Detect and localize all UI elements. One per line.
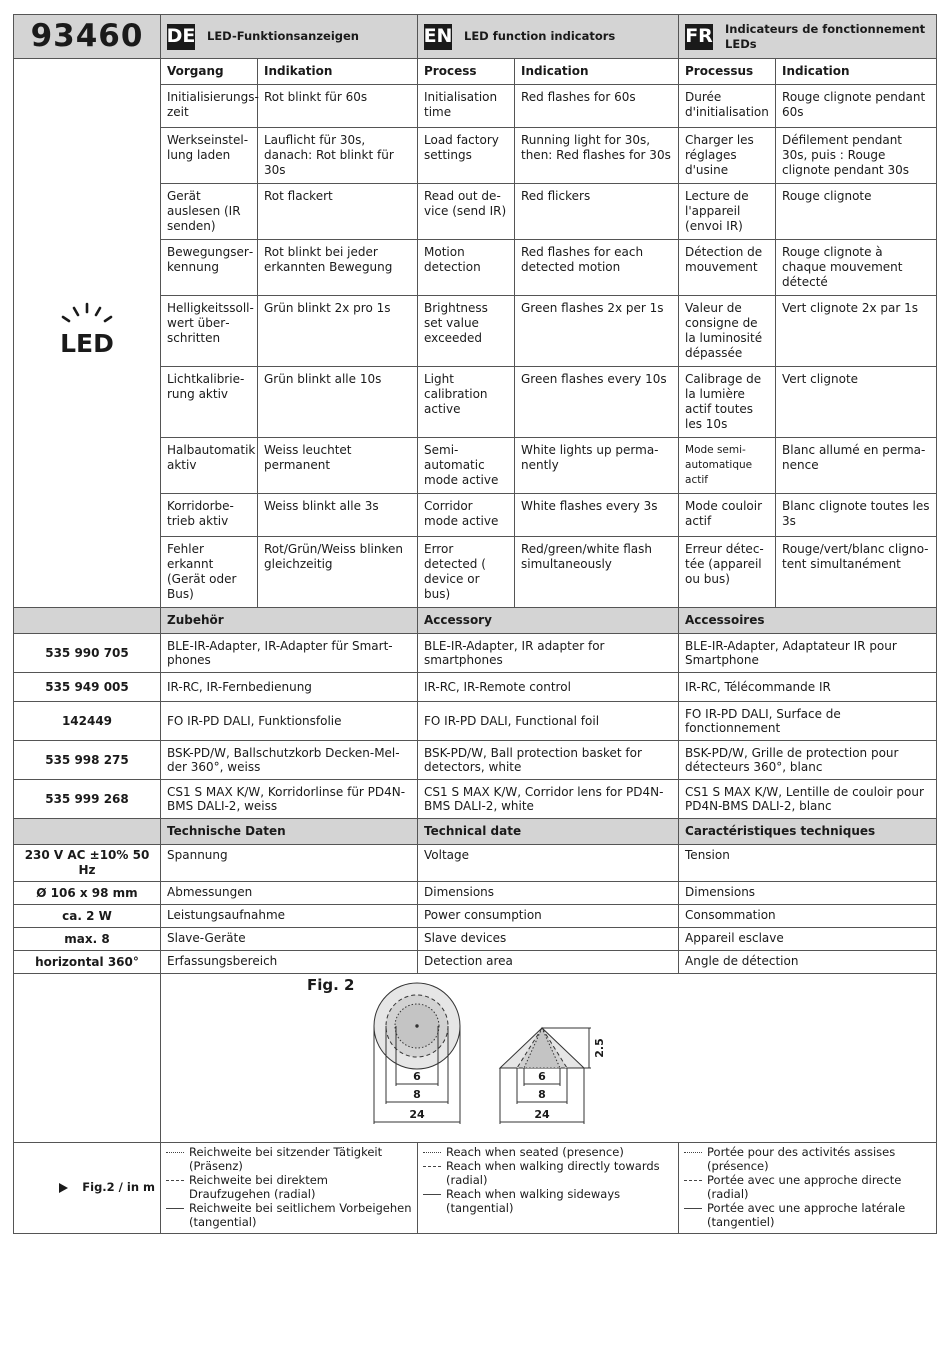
accessory-fr: IR-RC, Télécommande IR [679, 673, 937, 702]
led-indication-de: Rot blinkt bei jeder erkannten Bewegung [258, 240, 418, 296]
accessory-code: 535 990 705 [14, 634, 161, 673]
led-process-fr: Valeur de consigne de la luminosité dépassée [679, 296, 776, 367]
led-indication-fr: Blanc clignote toutes les 3s [776, 494, 937, 537]
technical-header-de: Technische Daten [161, 819, 418, 845]
accessory-de: BLE-IR-Adapter, IR-Adapter für Smartphones [161, 634, 418, 673]
legend-label: Fig.2 / in m [82, 1180, 155, 1194]
accessory-en: BSK-PD/W, Ball protection basket for detectors, white [418, 741, 679, 780]
accessory-fr: FO IR-PD DALI, Surface de fonctionnement [679, 702, 937, 741]
legend-item-tangential: Reach when walking sideways (tangential) [423, 1187, 673, 1215]
led-process-de: Fehler erkannt (Gerät oder Bus) [161, 537, 258, 608]
col-indication-fr: Indication [776, 59, 937, 85]
led-indication-en: Green flashes 2x per 1s [515, 296, 679, 367]
led-process-de: Initialisierungszeit [161, 85, 258, 128]
accessory-code: 535 999 268 [14, 780, 161, 819]
col-processus: Processus [679, 59, 776, 85]
led-process-de: Gerät auslesen (IR senden) [161, 184, 258, 240]
lang-code-fr: FR [685, 24, 713, 50]
technical-header-blank [14, 819, 161, 845]
technical-de: Abmessungen [161, 882, 418, 905]
led-indication-fr: Rouge/vert/blanc clignotent simultanément [776, 537, 937, 608]
technical-value: Ø 106 x 98 mm [14, 882, 161, 905]
led-process-de: Halbautomatik aktiv [161, 438, 258, 494]
accessory-row [14, 673, 937, 702]
led-process-en: Initialisation time [418, 85, 515, 128]
dim-top-24: 24 [409, 1108, 425, 1121]
led-process-de: Werkseinstellung laden [161, 128, 258, 184]
legend-label-cell [14, 1143, 161, 1234]
led-indication-en: Red flashes for 60s [515, 85, 679, 128]
led-process-de: Lichtkalibrierung aktiv [161, 367, 258, 438]
col-process: Process [418, 59, 515, 85]
technical-en: Dimensions [418, 882, 679, 905]
technical-fr: Tension [679, 845, 937, 882]
header-fr [679, 15, 937, 59]
accessory-de: IR-RC, IR-Fernbedienung [161, 673, 418, 702]
led-indication-en: Red flickers [515, 184, 679, 240]
led-process-en: Semi-automatic mode active [418, 438, 515, 494]
technical-value: ca. 2 W [14, 905, 161, 928]
main-table [13, 14, 937, 1234]
technical-en: Voltage [418, 845, 679, 882]
technical-row [14, 928, 937, 951]
technical-en: Slave devices [418, 928, 679, 951]
led-process-en: Light calibration active [418, 367, 515, 438]
technical-value: max. 8 [14, 928, 161, 951]
technical-fr: Consommation [679, 905, 937, 928]
technical-fr: Angle de détection [679, 951, 937, 974]
accessory-header-row [14, 608, 937, 634]
lang-code-en: EN [424, 24, 452, 50]
legend-item-tangential: Reichweite bei seitlichem Vorbeigehen (tangential) [166, 1201, 412, 1229]
led-process-en: Error detected ( device or bus) [418, 537, 515, 608]
technical-de: Spannung [161, 845, 418, 882]
led-indication-en: Running light for 30s, then: Red flashes for 30s [515, 128, 679, 184]
legend-item-seated: Reichweite bei sitzender Tätigkeit (Präsenz) [166, 1145, 412, 1173]
figure-blank [14, 974, 161, 1143]
play-icon [59, 1183, 68, 1193]
led-indication-fr: Blanc allumé en permanence [776, 438, 937, 494]
led-indication-de: Grün blinkt 2x pro 1s [258, 296, 418, 367]
technical-header-en: Technical date [418, 819, 679, 845]
dim-side-8: 8 [538, 1088, 546, 1101]
header-title-en: LED function indicators [464, 29, 616, 43]
led-indication-de: Rot/Grün/Weiss blinken gleichzeitig [258, 537, 418, 608]
led-indication-de: Weiss blinkt alle 3s [258, 494, 418, 537]
led-indication-fr: Vert clignote 2x par 1s [776, 296, 937, 367]
accessory-de: BSK-PD/W, Ballschutzkorb Decken-Melder 360°, weiss [161, 741, 418, 780]
accessory-header-blank [14, 608, 161, 634]
legend-de [161, 1143, 418, 1234]
led-indication-en: White flashes every 3s [515, 494, 679, 537]
legend-item-seated: Portée pour des activités assises (présence) [684, 1145, 931, 1173]
led-indication-fr: Rouge clignote à chaque mouvement détecté [776, 240, 937, 296]
led-indication-de: Weiss leuchtet permanent [258, 438, 418, 494]
lang-code-de: DE [167, 24, 195, 50]
led-process-en: Load factory settings [418, 128, 515, 184]
legend-item-tangential: Portée avec une approche latérale (tangentiel) [684, 1201, 931, 1229]
figure-row [14, 974, 937, 1143]
accessory-code: 535 998 275 [14, 741, 161, 780]
led-process-de: Helligkeitssollwert überschritten [161, 296, 258, 367]
accessory-code: 142449 [14, 702, 161, 741]
led-process-fr: Mode couloir actif [679, 494, 776, 537]
dim-height: 2.5 [593, 1038, 606, 1058]
column-header-row [14, 59, 937, 85]
led-icon [52, 301, 122, 361]
col-vorgang: Vorgang [161, 59, 258, 85]
led-indication-en: White lights up permanently [515, 438, 679, 494]
legend-item-radial: Reach when walking directly towards (radial) [423, 1159, 673, 1187]
accessory-row [14, 780, 937, 819]
accessory-de: FO IR-PD DALI, Funktionsfolie [161, 702, 418, 741]
detection-range-figure [161, 974, 936, 1142]
legend-row [14, 1143, 937, 1234]
accessory-fr: BSK-PD/W, Grille de protection pour détecteurs 360°, blanc [679, 741, 937, 780]
led-indication-de: Rot flackert [258, 184, 418, 240]
led-symbol-cell [14, 59, 161, 608]
model-number: 93460 [14, 15, 161, 59]
technical-row [14, 882, 937, 905]
technical-row [14, 905, 937, 928]
led-indication-en: Red/green/white flash simultaneously [515, 537, 679, 608]
technical-en: Power consumption [418, 905, 679, 928]
accessory-en: IR-RC, IR-Remote control [418, 673, 679, 702]
led-process-en: Motion detection [418, 240, 515, 296]
accessory-en: FO IR-PD DALI, Functional foil [418, 702, 679, 741]
technical-fr: Dimensions [679, 882, 937, 905]
led-indication-de: Rot blinkt für 60s [258, 85, 418, 128]
legend-fr [679, 1143, 937, 1234]
led-indication-de: Grün blinkt alle 10s [258, 367, 418, 438]
led-process-fr: Lecture de l'appareil (envoi IR) [679, 184, 776, 240]
accessory-de: CS1 S MAX K/W, Korridorlinse für PD4N-BMS DALI-2, weiss [161, 780, 418, 819]
legend-en [418, 1143, 679, 1234]
led-process-de: Bewegungserkennung [161, 240, 258, 296]
led-process-fr: Erreur détectée (appareil ou bus) [679, 537, 776, 608]
header-title-de: LED-Funktionsanzeigen [207, 29, 359, 43]
led-indication-de: Lauflicht für 30s, danach: Rot blinkt für 30s [258, 128, 418, 184]
legend-item-radial: Portée avec une approche directe (radial) [684, 1173, 931, 1201]
led-process-fr: Détection de mouvement [679, 240, 776, 296]
led-label: LED [60, 329, 114, 358]
technical-row [14, 845, 937, 882]
led-indication-en: Red flashes for each detected motion [515, 240, 679, 296]
technical-header-fr: Caractéristiques techniques [679, 819, 937, 845]
accessory-row [14, 741, 937, 780]
technical-value: 230 V AC ±10% 50 Hz [14, 845, 161, 882]
technical-header-row [14, 819, 937, 845]
accessory-code: 535 949 005 [14, 673, 161, 702]
technical-value: horizontal 360° [14, 951, 161, 974]
technical-fr: Appareil esclave [679, 928, 937, 951]
led-process-fr: Mode semi-automatique actif [679, 438, 776, 494]
datasheet [13, 14, 936, 1234]
accessory-header-de: Zubehör [161, 608, 418, 634]
header-title-fr: Indicateurs de fonctionnement LEDs [725, 21, 926, 51]
accessory-row [14, 702, 937, 741]
led-process-de: Korridorbetrieb aktiv [161, 494, 258, 537]
led-indication-fr: Rouge clignote pendant 60s [776, 85, 937, 128]
dim-top-6: 6 [413, 1070, 421, 1083]
led-indication-fr: Défilement pendant 30s, puis : Rouge clignote pendant 30s [776, 128, 937, 184]
figure-title: Fig. 2 [307, 976, 355, 994]
technical-en: Detection area [418, 951, 679, 974]
led-process-en: Read out device (send IR) [418, 184, 515, 240]
header-row [14, 15, 937, 59]
led-indication-fr: Rouge clignote [776, 184, 937, 240]
accessory-en: CS1 S MAX K/W, Corridor lens for PD4N-BMS DALI-2, white [418, 780, 679, 819]
led-indication-fr: Vert clignote [776, 367, 937, 438]
dim-top-8: 8 [413, 1088, 421, 1101]
col-indikation: Indikation [258, 59, 418, 85]
led-indication-en: Green flashes every 10s [515, 367, 679, 438]
dim-side-24: 24 [534, 1108, 550, 1121]
accessory-en: BLE-IR-Adapter, IR adapter for smartphones [418, 634, 679, 673]
col-indication-en: Indication [515, 59, 679, 85]
technical-row [14, 951, 937, 974]
led-process-fr: Calibrage de la lumière actif toutes les 10s [679, 367, 776, 438]
header-en [418, 15, 679, 59]
led-process-fr: Charger les réglages d'usine [679, 128, 776, 184]
figure-cell [161, 974, 937, 1143]
led-process-en: Brightness set value exceeded [418, 296, 515, 367]
legend-item-radial: Reichweite bei direktem Draufzugehen (radial) [166, 1173, 412, 1201]
technical-de: Erfassungsbereich [161, 951, 418, 974]
accessory-fr: CS1 S MAX K/W, Lentille de couloir pour PD4N-BMS DALI-2, blanc [679, 780, 937, 819]
technical-de: Leistungsaufnahme [161, 905, 418, 928]
accessory-fr: BLE-IR-Adapter, Adaptateur IR pour Smartphone [679, 634, 937, 673]
accessory-header-en: Accessory [418, 608, 679, 634]
accessory-row [14, 634, 937, 673]
accessory-header-fr: Accessoires [679, 608, 937, 634]
legend-item-seated: Reach when seated (presence) [423, 1145, 673, 1159]
top-view [374, 983, 460, 1124]
led-process-fr: Durée d'initialisation [679, 85, 776, 128]
led-process-en: Corridor mode active [418, 494, 515, 537]
dim-side-6: 6 [538, 1070, 546, 1083]
header-de [161, 15, 418, 59]
technical-de: Slave-Geräte [161, 928, 418, 951]
